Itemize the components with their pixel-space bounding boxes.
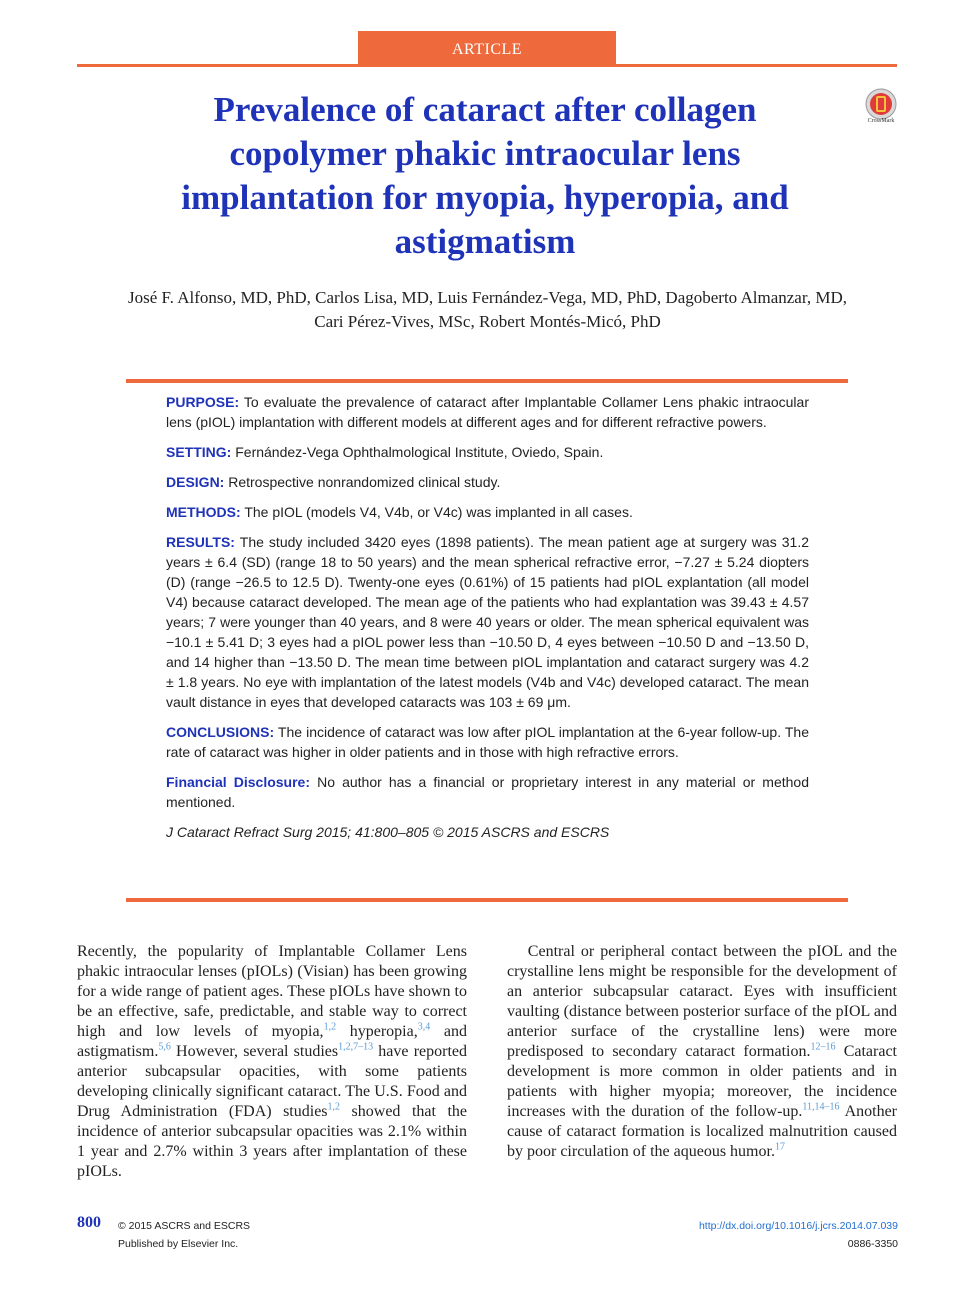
body-text: Central or peripheral contact between the pIOL and the crystalline lens might be responsible for the development of an anterior subcapsular cataract. Eyes with insufficient vaulting (distance between posterior surface of the pIOL and anterior surface of the crystalline lens) were more predisposed to secondary cataract formation.	[507, 943, 897, 1060]
purpose-text: To evaluate the prevalence of cataract after Implantable Collamer Lens phakic intraocular lens (pIOL) implantation with different models at different ages and for different refractive powers.	[166, 394, 809, 430]
abstract-top-rule	[126, 379, 848, 383]
body-text: Another cause of cataract formation is localized malnutrition caused by poor circulation of the aqueous humor.	[507, 1103, 898, 1160]
crossmark-label: CrossMark	[867, 118, 895, 124]
reference-link[interactable]: 1,2	[323, 1021, 337, 1033]
journal-citation: J Cataract Refract Surg 2015; 41:800–805 © 2015 ASCRS and ESCRS	[166, 824, 610, 840]
abstract-setting	[166, 442, 809, 462]
design-label: DESIGN:	[166, 474, 225, 490]
reference-link[interactable]: 1,2,7–13	[338, 1041, 374, 1053]
body-paragraph	[507, 942, 897, 1162]
body-paragraph	[77, 942, 467, 1182]
abstract	[166, 392, 809, 852]
conclusions-text: The incidence of cataract was low after pIOL implantation at the 6-year follow-up. The rate of cataract was higher in older patients and in those with high refractive errors.	[166, 724, 810, 760]
results-label: RESULTS:	[166, 534, 235, 550]
purpose-label: PURPOSE:	[166, 394, 240, 410]
body-text: showed that the incidence of anterior subcapsular opacities was 2.1% within 1 year and 2.7% within 3 years after implantation of these pIOLs.	[77, 1103, 467, 1180]
header-rule	[77, 64, 897, 67]
copyright-text: © 2015 ASCRS and ESCRS	[118, 1220, 251, 1232]
body-text: and astigmatism.	[77, 1023, 467, 1060]
setting-label: SETTING:	[166, 444, 232, 460]
body-column-left	[77, 942, 467, 1182]
body-text: Recently, the popularity of Implantable Collamer Lens phakic intraocular lenses (pIOLs) (Visian) has been growing for a wide range of patient ages. These pIOLs have shown to be an effective, safe, predictable, and stable way to correct high and low levels of myopia,	[77, 943, 467, 1040]
reference-link[interactable]: 17	[774, 1141, 785, 1153]
abstract-design	[166, 472, 809, 492]
author-line-1: José F. Alfonso, MD, PhD, Carlos Lisa, MD, Luis Fernández-Vega, MD, PhD, Dagoberto Almanzar, MD,	[128, 288, 847, 307]
abstract-conclusions	[166, 722, 809, 762]
disclosure-label: Financial Disclosure:	[166, 774, 311, 790]
conclusions-label: CONCLUSIONS:	[166, 724, 275, 740]
footer-left	[118, 1217, 250, 1253]
body-text: have reported anterior subcapsular opacities, with some patients developing clinically significant cataract. The U.S. Food and Drug Administration (FDA) studies	[77, 1043, 467, 1120]
page-number: 800	[77, 1214, 101, 1231]
reference-link[interactable]: 12–16	[810, 1041, 836, 1053]
reference-link[interactable]: 11,14–16	[802, 1101, 840, 1113]
reference-link[interactable]: 3,4	[417, 1021, 431, 1033]
abstract-bottom-rule	[126, 898, 848, 902]
issn-text: 0886-3350	[847, 1238, 898, 1250]
methods-text: The pIOL (models V4, V4b, or V4c) was implanted in all cases.	[244, 504, 633, 520]
footer-right	[699, 1217, 898, 1253]
abstract-methods	[166, 502, 809, 522]
abstract-purpose	[166, 392, 809, 432]
reference-link[interactable]: 1,2	[327, 1101, 341, 1113]
disclosure-text: No author has a financial or proprietary interest in any material or method mentioned.	[166, 774, 809, 810]
design-text: Retrospective nonrandomized clinical study.	[228, 474, 501, 490]
author-line-2: Cari Pérez-Vives, MSc, Robert Montés-Micó, PhD	[314, 312, 661, 331]
results-text: The study included 3420 eyes (1898 patients). The mean patient age at surgery was 31.2 years ± 6.4 (SD) (range 18 to 50 years) and the mean spherical refractive error, −7.27 ± 5.24 diopters (D) (range −26.5 to 12.5 D). Twenty-one eyes (0.61%) of 15 patients had pIOL explantation (all model V4) because cataract developed. The mean age of the patients who had explantation was 39.43 ± 4.57 years; 7 were younger than 40 years, and 8 were 40 years or older. The mean spherical equivalent was −10.1 ± 5.41 D; 3 eyes had a pIOL power less than −10.50 D, 4 eyes between −10.50 D and −13.50 D, and 14 higher than −13.50 D. The mean time between pIOL implantation and cataract surgery was 4.2 ± 1.8 years. No eye with implantation of the latest models (V4b and V4c) developed cataract. The mean vault distance in eyes that developed cataracts was 103 ± 69 μm.	[166, 534, 809, 710]
setting-text: Fernández-Vega Ophthalmological Institute, Oviedo, Spain.	[235, 444, 604, 460]
body-text: Cataract development is more common in older patients and in patients with higher myopia; moreover, the incidence increases with the duration of the follow-up.	[507, 1043, 897, 1120]
author-list	[70, 286, 905, 334]
body-column-right	[507, 942, 897, 1162]
publisher-text: Published by Elsevier Inc.	[118, 1238, 239, 1250]
doi-link[interactable]: http://dx.doi.org/10.1016/j.jcrs.2014.07.039	[698, 1220, 898, 1232]
article-type-tag: ARTICLE	[358, 31, 616, 67]
abstract-disclosure	[166, 772, 809, 812]
article-title: Prevalence of cataract after collagen copolymer phakic intraocular lens implantation for myopia, hyperopia, and astigmatism	[181, 90, 789, 261]
body-text: hyperopia,	[336, 1023, 418, 1040]
abstract-results	[166, 532, 809, 712]
reference-link[interactable]: 5,6	[158, 1041, 171, 1053]
methods-label: METHODS:	[166, 504, 241, 520]
body-text: However, several studies	[170, 1043, 339, 1060]
